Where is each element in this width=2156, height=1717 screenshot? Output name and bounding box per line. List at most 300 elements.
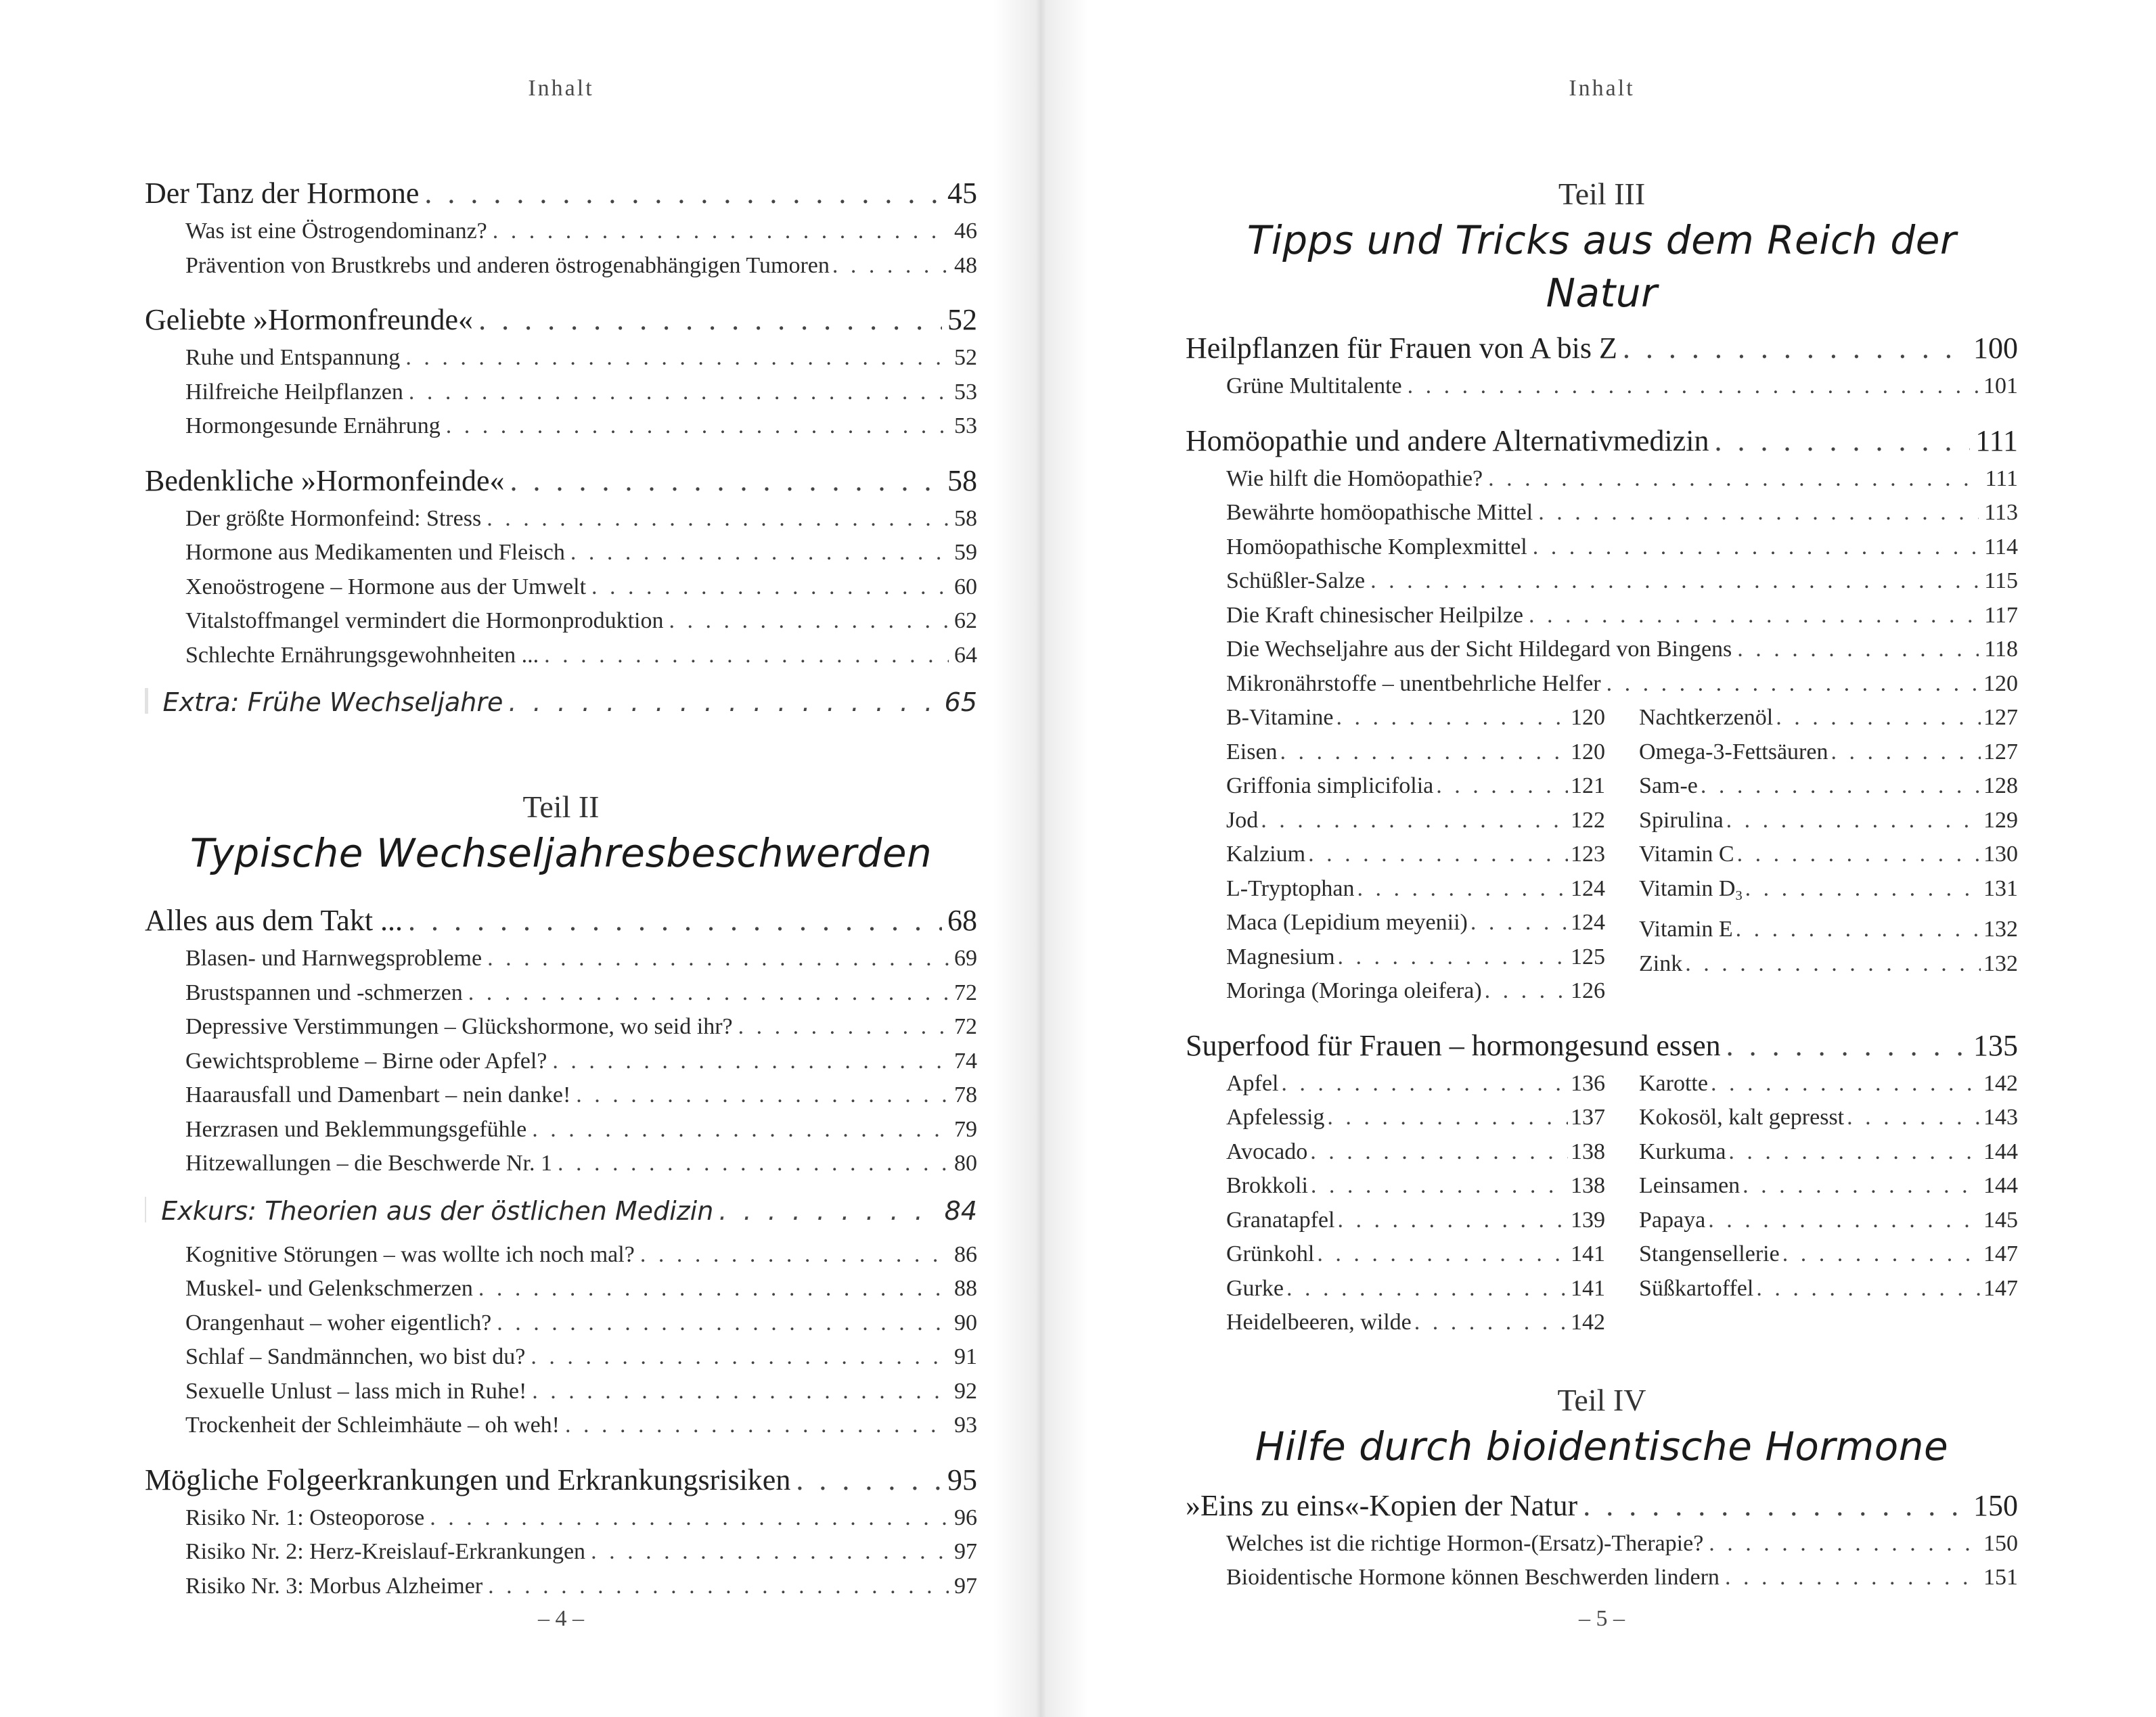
toc-entry[interactable] <box>1226 769 1605 804</box>
page-number: 135 <box>1973 1028 2018 1062</box>
entry-title: Apfelessig <box>1226 1105 1325 1130</box>
page-number: 86 <box>954 1241 977 1267</box>
toc-entry[interactable] <box>1226 1561 2018 1595</box>
page-number: 58 <box>947 463 977 497</box>
toc-body-left <box>145 173 977 1603</box>
dot-leader <box>565 1409 949 1443</box>
dot-leader <box>1726 1025 1968 1067</box>
page-number: 72 <box>954 1014 977 1039</box>
toc-entry[interactable] <box>185 375 977 410</box>
dot-leader <box>1286 1272 1568 1306</box>
entry-title: Omega-3-Fettsäuren <box>1639 739 1828 764</box>
dot-leader <box>1847 1101 1981 1135</box>
toc-entry[interactable] <box>185 1409 977 1443</box>
toc-entry[interactable] <box>1226 872 1605 907</box>
dot-leader <box>1709 1527 1978 1561</box>
toc-entry[interactable] <box>1639 769 2018 804</box>
dot-leader <box>1488 462 1979 497</box>
toc-chapter-entry[interactable] <box>1186 1485 2018 1527</box>
page-number: 144 <box>1983 1173 2018 1198</box>
toc-entry[interactable] <box>185 1535 977 1570</box>
toc-chapter <box>145 1459 977 1604</box>
page-number: 132 <box>1983 917 2018 942</box>
page-number: 139 <box>1571 1207 1605 1233</box>
toc-entry[interactable] <box>185 536 977 570</box>
dot-leader <box>1725 1561 1978 1595</box>
dot-leader <box>1685 947 1981 982</box>
toc-entry[interactable] <box>1226 1237 1605 1272</box>
dot-leader <box>1776 701 1981 735</box>
page-number: 52 <box>947 303 977 336</box>
entry-title: Hitzewallungen – die Beschwerde Nr. 1 <box>185 1151 552 1176</box>
page-folio: – 5 – <box>1579 1606 1625 1631</box>
dot-leader <box>1782 1237 1981 1272</box>
book-gutter-shadow <box>993 0 1088 1717</box>
dot-leader <box>493 214 949 249</box>
dot-leader <box>1533 530 1979 565</box>
toc-entry[interactable] <box>1226 1067 1605 1101</box>
entry-title: Kokosöl, kalt gepresst <box>1639 1105 1845 1130</box>
page-number: 90 <box>954 1310 977 1335</box>
dot-leader <box>1745 872 1981 907</box>
part-number: Teil IV <box>1557 1382 1646 1417</box>
page-number: 151 <box>1983 1565 2018 1590</box>
toc-chapter-entry[interactable] <box>145 299 977 341</box>
entry-title: Grüne Multitalente <box>1226 373 1402 398</box>
dot-leader <box>1701 769 1981 804</box>
dot-leader <box>532 1113 949 1147</box>
part-heading <box>145 787 977 879</box>
toc-entry[interactable] <box>1639 804 2018 838</box>
page-number: 130 <box>1983 842 2018 867</box>
toc-entry[interactable] <box>185 1147 977 1181</box>
toc-entry[interactable] <box>1226 1101 1605 1135</box>
dot-leader <box>1370 564 1979 599</box>
part-number: Teil III <box>1558 177 1646 211</box>
toc-entry[interactable] <box>1226 735 1605 770</box>
entry-title: Maca (Lepidium meyenii) <box>1226 910 1468 935</box>
entry-title: Vitalstoffmangel vermindert die Hormonproduktion <box>185 608 664 633</box>
entry-title: Vitamin C <box>1639 842 1734 867</box>
toc-entry[interactable] <box>1226 462 2018 497</box>
toc-entry[interactable] <box>1639 1204 2018 1238</box>
toc-entry[interactable] <box>1639 1135 2018 1170</box>
chapter-title: Bedenkliche »Hormonfeinde« <box>145 463 505 497</box>
entry-title: Zink <box>1639 951 1683 976</box>
dot-leader <box>544 639 949 673</box>
toc-extra <box>145 682 977 723</box>
toc-entry[interactable] <box>1639 1237 2018 1272</box>
page-number: 74 <box>954 1048 977 1074</box>
entry-title: Leinsamen <box>1639 1173 1740 1198</box>
toc-entry[interactable] <box>1226 633 2018 667</box>
running-head: Inhalt <box>528 76 594 101</box>
part-heading <box>1186 1381 2018 1473</box>
page-number: 131 <box>1983 875 2018 901</box>
toc-entry[interactable] <box>1226 1306 1605 1340</box>
entry-title: Heidelbeeren, wilde <box>1226 1310 1412 1335</box>
toc-sub-list <box>145 214 977 283</box>
toc-sub-list <box>1186 369 2018 404</box>
toc-entry[interactable] <box>1639 735 2018 770</box>
page-number: 127 <box>1983 739 2018 764</box>
dot-leader <box>570 536 949 570</box>
toc-entry[interactable] <box>1226 667 2018 702</box>
page-number: 80 <box>954 1151 977 1176</box>
entry-title: Die Kraft chinesischer Heilpilze <box>1226 602 1523 628</box>
page-number: 120 <box>1571 739 1605 764</box>
entry-title: Hilfreiche Heilpflanzen <box>185 379 403 405</box>
chapter-title: Homöopathie und andere Alternativmedizin <box>1186 423 1709 457</box>
dot-leader <box>1743 1169 1981 1204</box>
toc-sub-list <box>145 942 977 1181</box>
dot-leader <box>832 249 951 283</box>
toc-entry[interactable] <box>1226 564 2018 599</box>
toc-entry[interactable] <box>185 604 977 639</box>
toc-entry[interactable] <box>185 1238 977 1273</box>
page-number: 60 <box>954 574 977 599</box>
page-number: 114 <box>1984 534 2018 559</box>
page-number: 91 <box>954 1344 977 1369</box>
entry-title: Xenoöstrogene – Hormone aus der Umwelt <box>185 574 587 599</box>
toc-entry[interactable] <box>185 1272 977 1306</box>
dot-leader <box>1529 599 1979 633</box>
toc-entry[interactable] <box>185 1113 977 1147</box>
toc-entry[interactable] <box>1639 1272 2018 1306</box>
toc-entry[interactable] <box>1639 1101 2018 1135</box>
page-number: 123 <box>1571 842 1605 867</box>
page-number: 147 <box>1983 1275 2018 1301</box>
entry-title: Welches ist die richtige Hormon-(Ersatz)-Therapie? <box>1226 1530 1704 1556</box>
page-number: 145 <box>1983 1207 2018 1233</box>
chapter-title: Superfood für Frauen – hormongesund essen <box>1186 1028 1721 1062</box>
exkurs-title: Exkurs: Theorien aus der östlichen Medizin <box>161 1195 714 1226</box>
entry-title: Granatapfel <box>1226 1207 1335 1233</box>
page-number: 124 <box>1571 910 1605 935</box>
dot-leader <box>487 942 949 976</box>
page-number: 150 <box>1973 1488 2018 1522</box>
superfood-column-right <box>1639 1067 2018 1340</box>
page-number: 138 <box>1571 1173 1605 1198</box>
dot-leader <box>1607 667 1978 702</box>
page-number: 113 <box>1984 500 2018 525</box>
entry-title: Mikronährstoffe – unentbehrliche Helfer <box>1226 670 1601 696</box>
toc-exkurs-entry[interactable] <box>145 1191 977 1231</box>
toc-entry[interactable] <box>1226 940 1605 975</box>
entry-title: Ruhe und Entspannung <box>185 345 401 370</box>
page-number: 127 <box>1983 705 2018 730</box>
toc-chapter-entry[interactable] <box>1186 420 2018 462</box>
entry-title: Gurke <box>1226 1275 1284 1301</box>
toc-chapter <box>145 173 977 283</box>
page-number: 120 <box>1571 705 1605 730</box>
entry-title: Avocado <box>1226 1139 1308 1164</box>
entry-title: Papaya <box>1639 1207 1706 1233</box>
entry-title: Nachtkerzenöl <box>1639 705 1774 730</box>
toc-entry[interactable] <box>1639 1067 2018 1101</box>
dot-leader <box>1414 1306 1568 1340</box>
page-number: 96 <box>954 1505 977 1530</box>
dot-leader <box>1436 769 1568 804</box>
page-number: 79 <box>954 1116 977 1142</box>
dot-leader <box>1711 1067 1981 1101</box>
entry-title: Risiko Nr. 3: Morbus Alzheimer <box>185 1573 483 1599</box>
toc-entry[interactable] <box>185 570 977 605</box>
page-number: 68 <box>947 904 977 937</box>
entry-title: Die Wechseljahre aus der Sicht Hildegard von Bingens <box>1226 637 1732 662</box>
toc-entry[interactable] <box>1226 599 2018 633</box>
entry-title: Apfel <box>1226 1070 1279 1096</box>
toc-entry[interactable] <box>1226 701 1605 735</box>
toc-entry[interactable] <box>185 214 977 249</box>
part-title: Tipps und Tricks aus dem Reich der Natur <box>1247 217 1957 316</box>
grey-square-marker <box>145 688 148 714</box>
toc-entry[interactable] <box>185 249 977 283</box>
entry-title: Bioidentische Hormone können Beschwerden lindern <box>1226 1565 1720 1590</box>
toc-entry[interactable] <box>185 341 977 375</box>
toc-sub-list <box>145 1238 977 1443</box>
micronutrient-column-right <box>1639 701 2018 1009</box>
entry-title: Brokkoli <box>1226 1173 1308 1198</box>
toc-entry[interactable] <box>1226 838 1605 872</box>
toc-sub-list <box>1186 1527 2018 1595</box>
toc-entry[interactable] <box>185 1340 977 1375</box>
page-number: 111 <box>1985 465 2018 491</box>
entry-title: Depressive Verstimmungen – Glückshormone, wo seid ihr? <box>185 1014 733 1039</box>
dot-leader <box>1310 1135 1568 1170</box>
toc-entry[interactable] <box>1639 872 2018 913</box>
dot-leader <box>468 976 949 1011</box>
dot-leader <box>1317 1237 1568 1272</box>
dot-leader <box>1737 633 1979 667</box>
page-number: 53 <box>954 379 977 405</box>
dot-leader <box>532 1375 949 1409</box>
page-number: 72 <box>954 980 977 1005</box>
dot-leader <box>409 375 949 410</box>
page-number: 142 <box>1571 1310 1605 1335</box>
page-number: 122 <box>1571 807 1605 833</box>
entry-title: Jod <box>1226 807 1259 833</box>
dot-leader <box>1327 1101 1568 1135</box>
toc-chapter-entry[interactable] <box>1186 327 2018 369</box>
toc-entry[interactable] <box>1639 838 2018 872</box>
left-page <box>145 0 977 1717</box>
toc-entry[interactable] <box>185 976 977 1011</box>
entry-title: Eisen <box>1226 739 1278 764</box>
page-number: 78 <box>954 1082 977 1107</box>
dot-leader <box>1728 1135 1981 1170</box>
toc-chapter <box>1186 1025 2018 1340</box>
toc-entry[interactable] <box>1226 906 1605 940</box>
page-number: 58 <box>954 505 977 531</box>
dot-leader <box>1708 1204 1981 1238</box>
toc-chapter-entry[interactable] <box>1186 1025 2018 1067</box>
chapter-title: Mögliche Folgeerkrankungen und Erkrankungsrisiken <box>145 1463 791 1496</box>
entry-title: Wie hilft die Homöopathie? <box>1226 465 1483 491</box>
entry-title: Schüßler-Salze <box>1226 568 1366 593</box>
part-heading <box>1186 175 2018 319</box>
entry-title: Kurkuma <box>1639 1139 1726 1164</box>
page-number: 141 <box>1571 1275 1605 1301</box>
toc-entry[interactable] <box>1639 1169 2018 1204</box>
toc-entry[interactable] <box>1226 1272 1605 1306</box>
toc-chapter <box>145 299 977 444</box>
dot-leader <box>1308 838 1568 872</box>
page-number: 137 <box>1571 1105 1605 1130</box>
entry-title: Kalzium <box>1226 842 1306 867</box>
entry-title: Grünkohl <box>1226 1241 1315 1266</box>
entry-title: Orangenhaut – woher eigentlich? <box>185 1310 492 1335</box>
dot-leader <box>591 570 949 605</box>
toc-chapter-entry[interactable] <box>145 900 977 942</box>
page-number: 62 <box>954 608 977 633</box>
toc-chapter-entry[interactable] <box>145 460 977 502</box>
extra-title: Extra: Frühe Wechseljahre <box>162 687 503 717</box>
right-page <box>1186 0 2018 1717</box>
page-number: 121 <box>1571 773 1605 798</box>
entry-title: B-Vitamine <box>1226 705 1334 730</box>
toc-chapter <box>1186 420 2018 1009</box>
dot-leader <box>510 460 942 502</box>
dot-leader <box>1280 735 1568 770</box>
dot-leader <box>1726 804 1981 838</box>
page-number: 129 <box>1983 807 2018 833</box>
page-number: 65 <box>944 687 977 717</box>
page-number: 138 <box>1571 1139 1605 1164</box>
toc-entry[interactable] <box>185 1501 977 1536</box>
toc-chapter-entry[interactable] <box>145 1459 977 1501</box>
toc-sub-list <box>145 502 977 673</box>
running-head: Inhalt <box>1569 76 1635 101</box>
chapter-title: Geliebte »Hormonfreunde« <box>145 303 474 336</box>
page-number: 59 <box>954 540 977 565</box>
page-number: 48 <box>954 252 977 278</box>
toc-chapter-entry[interactable] <box>145 173 977 214</box>
toc-sub-list <box>1186 462 2018 702</box>
dot-leader <box>1756 1272 1981 1306</box>
toc-entry[interactable] <box>1226 530 2018 565</box>
toc-entry[interactable] <box>1639 913 2018 947</box>
toc-entry[interactable] <box>1639 701 2018 735</box>
toc-entry[interactable] <box>185 1375 977 1409</box>
toc-extra-entry[interactable] <box>145 682 977 723</box>
page-number: 132 <box>1983 951 2018 976</box>
entry-title: Prävention von Brustkrebs und anderen östrogenabhängigen Tumoren <box>185 252 830 278</box>
entry-title: Muskel- und Gelenkschmerzen <box>185 1276 473 1301</box>
page-number: 128 <box>1983 773 2018 798</box>
toc-entry[interactable] <box>1226 1169 1605 1204</box>
toc-entry[interactable] <box>185 1010 977 1045</box>
dot-leader <box>446 409 949 444</box>
page-number: 144 <box>1983 1139 2018 1164</box>
toc-entry[interactable] <box>185 409 977 444</box>
page-number: 118 <box>1984 637 2018 662</box>
entry-title: Trockenheit der Schleimhäute – oh weh! <box>185 1413 560 1438</box>
dot-leader <box>1714 420 1970 462</box>
dot-leader <box>424 173 942 214</box>
toc-entry[interactable] <box>1226 1527 2018 1561</box>
page-number: 125 <box>1571 944 1605 969</box>
toc-entry[interactable] <box>1226 1135 1605 1170</box>
dot-leader <box>640 1238 949 1273</box>
entry-title: Schlaf – Sandmännchen, wo bist du? <box>185 1344 526 1369</box>
entry-title: Sexuelle Unlust – lass mich in Ruhe! <box>185 1378 527 1404</box>
dot-leader <box>1583 1485 1968 1527</box>
page-number: 69 <box>954 946 977 971</box>
entry-title: L-Tryptophan <box>1226 875 1355 901</box>
dot-leader <box>738 1010 949 1045</box>
dot-leader <box>497 1306 949 1341</box>
toc-entry[interactable] <box>1226 1204 1605 1238</box>
toc-entry[interactable] <box>185 1306 977 1341</box>
page-number: 142 <box>1983 1070 2018 1096</box>
toc-entry[interactable] <box>1639 947 2018 982</box>
page-number: 111 <box>1975 423 2018 457</box>
grey-square-marker <box>145 1197 146 1222</box>
entry-title: Spirulina <box>1639 807 1724 833</box>
dot-leader <box>1281 1067 1568 1101</box>
page-number: 95 <box>947 1463 977 1496</box>
dot-leader <box>1737 838 1981 872</box>
toc-entry[interactable] <box>1226 974 1605 1009</box>
part-title: Typische Wechseljahresbeschwerden <box>189 830 933 876</box>
entry-title: Blasen- und Harnwegsprobleme <box>185 946 482 971</box>
dot-leader <box>1336 701 1568 735</box>
entry-title: Karotte <box>1639 1070 1708 1096</box>
micronutrient-columns <box>1186 701 2018 1009</box>
entry-title: Was ist eine Östrogendominanz? <box>185 219 487 244</box>
dot-leader <box>508 682 939 723</box>
entry-title: Magnesium <box>1226 944 1335 969</box>
chapter-title: Heilpflanzen für Frauen von A bis Z <box>1186 331 1617 365</box>
page-number: 92 <box>954 1378 977 1404</box>
page-number: 100 <box>1973 331 2018 365</box>
dot-leader <box>576 1078 949 1113</box>
toc-entry[interactable] <box>185 502 977 536</box>
toc-entry[interactable] <box>185 1570 977 1604</box>
toc-entry[interactable] <box>185 1045 977 1079</box>
page-number: 93 <box>954 1413 977 1438</box>
toc-entry[interactable] <box>185 639 977 673</box>
page-number: 117 <box>1984 602 2018 628</box>
dot-leader <box>1311 1169 1568 1204</box>
page-number: 141 <box>1571 1241 1605 1266</box>
toc-chapter <box>145 460 977 673</box>
toc-entry[interactable] <box>185 942 977 976</box>
chapter-title: Alles aus dem Takt ... <box>145 904 403 937</box>
toc-entry[interactable] <box>1226 369 2018 404</box>
toc-entry[interactable] <box>1226 804 1605 838</box>
page-number: 115 <box>1984 568 2018 593</box>
page-folio: – 4 – <box>538 1606 584 1631</box>
dot-leader <box>1470 906 1568 940</box>
toc-chapter <box>1186 327 2018 404</box>
toc-entry[interactable] <box>1226 496 2018 530</box>
entry-title: Schlechte Ernährungsgewohnheiten ... <box>185 642 539 668</box>
entry-title: Herzrasen und Beklemmungsgefühle <box>185 1116 527 1142</box>
dot-leader <box>719 1191 939 1231</box>
dot-leader <box>1623 327 1968 369</box>
part-title: Hilfe durch bioidentische Hormone <box>1255 1423 1949 1469</box>
dot-leader <box>531 1340 949 1375</box>
superfood-column-left <box>1226 1067 1605 1340</box>
entry-title: Süßkartoffel <box>1639 1275 1754 1301</box>
entry-title: Hormone aus Medikamenten und Fleisch <box>185 540 565 565</box>
dot-leader <box>430 1501 949 1536</box>
page-number: 97 <box>954 1573 977 1599</box>
toc-entry[interactable] <box>185 1078 977 1113</box>
dot-leader <box>1357 872 1568 907</box>
